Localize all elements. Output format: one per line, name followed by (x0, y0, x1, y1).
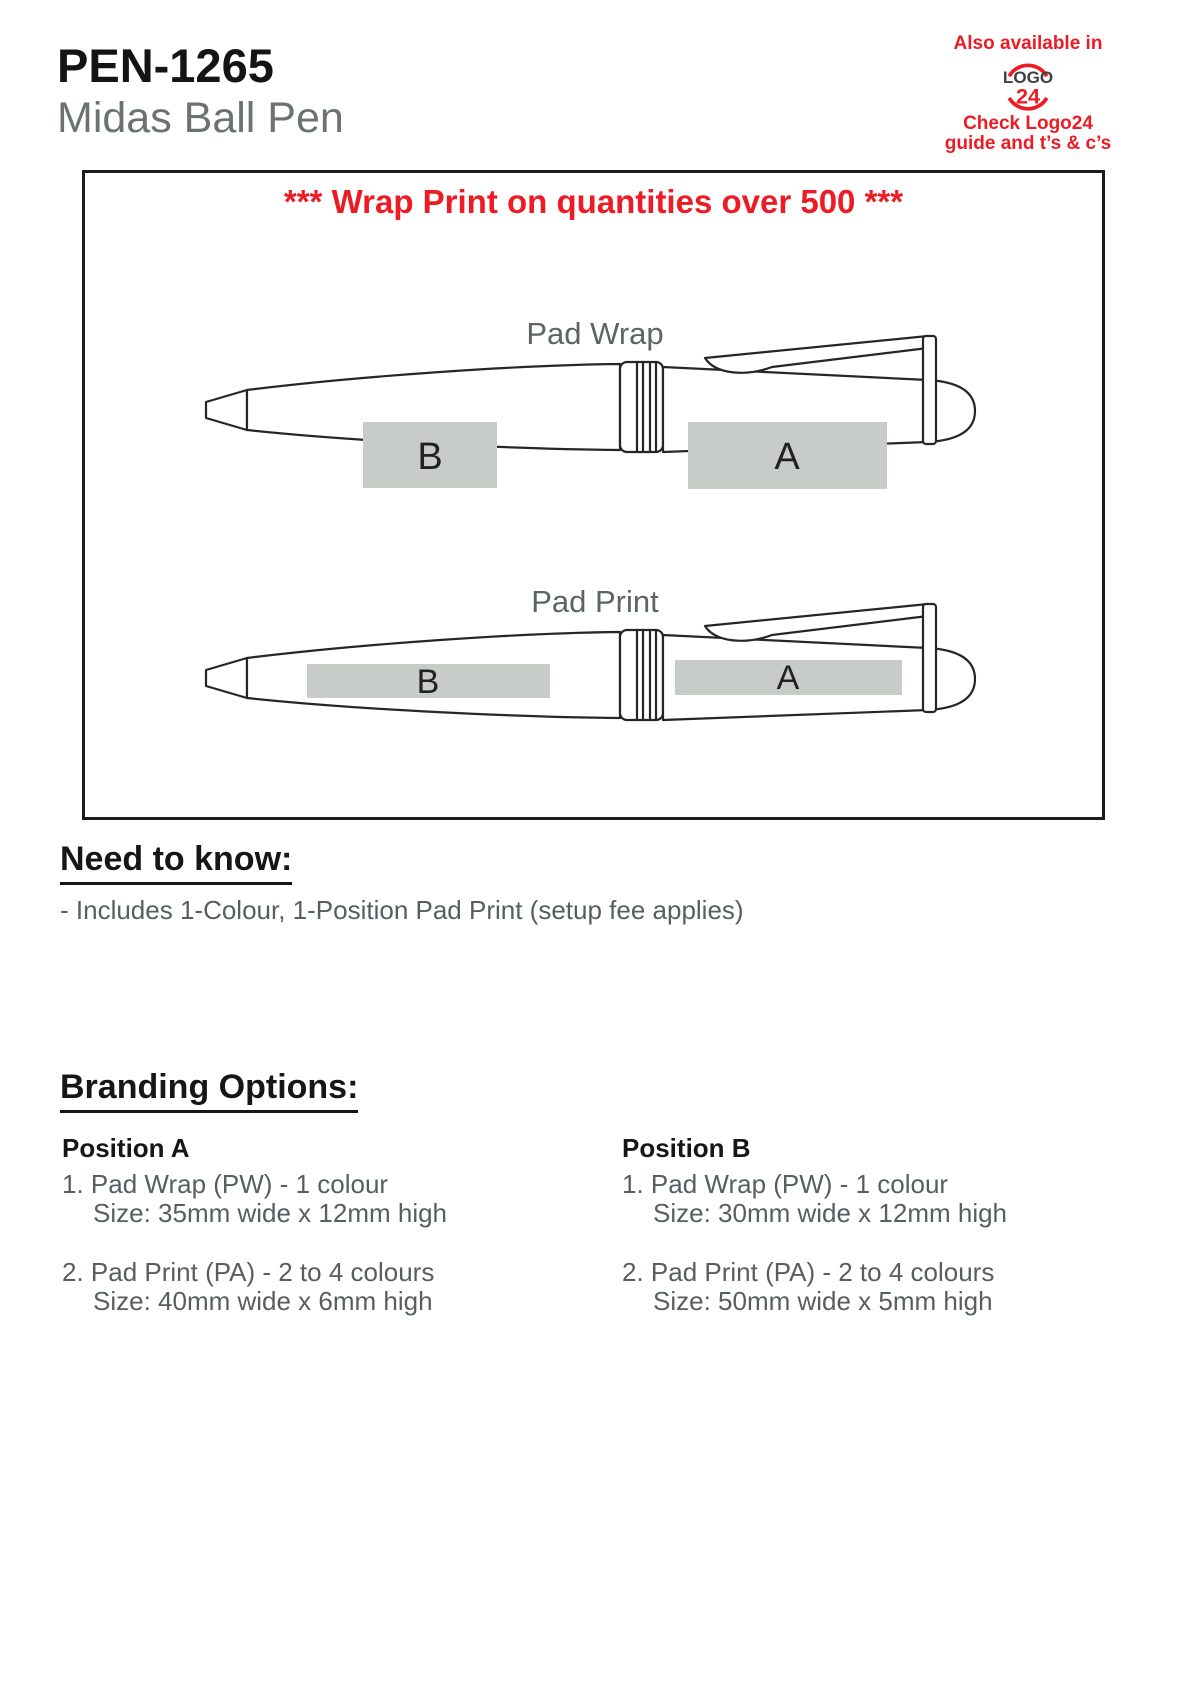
zone-a-letter: A (774, 436, 800, 478)
position-a-title: Position A (62, 1133, 190, 1163)
option-item: 2. Pad Print (PA) - 2 to 4 colours Size: 40mm wide x 6mm high (62, 1257, 435, 1316)
need-to-know-item: - Includes 1-Colour, 1-Position Pad Print (setup fee applies) (60, 895, 744, 925)
logo24-block (938, 34, 1118, 154)
zone-a-letter: A (776, 659, 800, 697)
branding-options-heading: Branding Options: (60, 1068, 358, 1113)
logo24-word: LOGO (1002, 67, 1054, 87)
pad-wrap-label: Pad Wrap (526, 320, 664, 351)
pad-print-label: Pad Print (531, 584, 659, 619)
option-item: 1. Pad Wrap (PW) - 1 colour Size: 35mm wide x 12mm high (62, 1169, 448, 1228)
option-item: 1. Pad Wrap (PW) - 1 colour Size: 30mm wide x 12mm high (622, 1169, 1008, 1228)
zone-b-letter: B (416, 663, 440, 701)
logo24-guide-text: guide and t’s & c’s (944, 133, 1112, 154)
product-code: PEN-1265 (57, 39, 274, 92)
product-name: Midas Ball Pen (57, 94, 344, 142)
wrap-print-notice: *** Wrap Print on quantities over 500 *** (283, 183, 904, 220)
zone-b-letter: B (417, 436, 443, 478)
need-to-know-heading: Need to know: (60, 840, 292, 885)
position-b-column (622, 1133, 1092, 1346)
option-item: 2. Pad Print (PA) - 2 to 4 colours Size: 50mm wide x 5mm high (622, 1257, 995, 1316)
logo24-check-text: Check Logo24 (963, 113, 1093, 134)
position-a-column (62, 1133, 532, 1346)
logo24-number: 24 (1015, 83, 1041, 109)
logo24-icon (997, 56, 1059, 112)
logo24-available-text: Also available in (953, 33, 1103, 54)
position-b-title: Position B (622, 1133, 751, 1163)
pad-print-diagram (150, 580, 1040, 760)
pad-wrap-diagram (150, 320, 1040, 500)
diagram-frame (82, 170, 1105, 820)
